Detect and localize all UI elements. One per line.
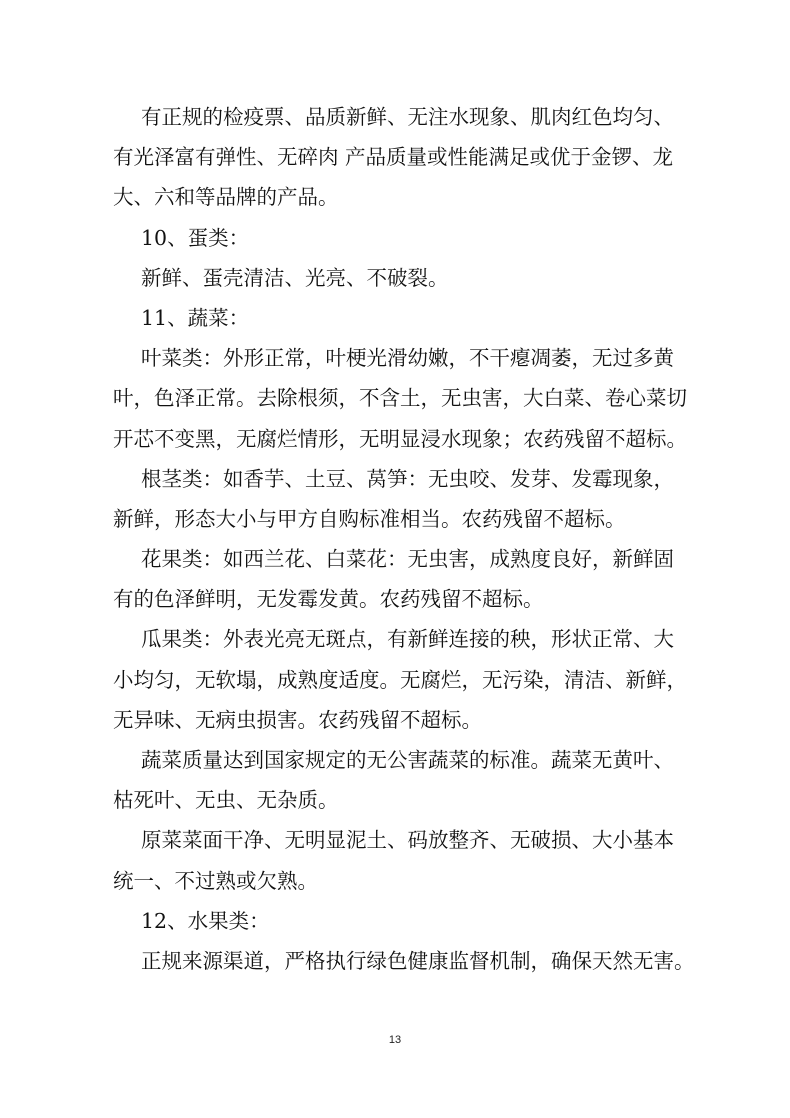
paragraph-fruit [113,941,693,981]
page-number: 13 [388,1034,402,1046]
paragraph-vegetable-standard [113,740,693,820]
paragraph-eggs [113,258,693,298]
paragraph-flower-vegetables [113,539,693,619]
text-line: 大、六和等品牌的产品。 [113,185,339,210]
section-heading: 12、水果类： [141,908,270,933]
text-line: 有的色泽鲜明，无发霉发黄。农药残留不超标。 [113,587,544,612]
text-line: 有正规的检疫票、品质新鲜、无注水现象、肌肉红色均匀、 [141,105,674,129]
text-line: 新鲜，形态大小与甲方自购标准相当。农药残留不超标。 [113,506,626,531]
text-line: 原菜菜面干净、无明显泥土、码放整齐、无破损、大小基本 [141,828,674,853]
section-heading: 11、蔬菜： [141,305,250,330]
text-line: 花果类：如西兰花、白菜花：无虫害，成熟度良好，新鲜固 [141,547,674,572]
paragraph-gourd-vegetables [113,619,693,740]
text-line: 蔬菜质量达到国家规定的无公害蔬菜的标准。蔬菜无黄叶、 [141,748,674,772]
paragraph-raw-vegetable-surface [113,820,693,900]
heading-vegetables [113,298,693,338]
text-line: 开芯不变黑，无腐烂情形，无明显浸水现象；农药残留不超标。 [113,426,687,451]
paragraph-meat-quality [113,97,693,218]
text-line: 小均匀，无软塌，成熟度适度。无腐烂，无污染，清洁、新鲜， [113,667,687,692]
paragraph-root-vegetables [113,459,693,539]
paragraph-leafy-vegetables [113,338,693,459]
text-line: 新鲜、蛋壳清洁、光亮、不破裂。 [141,265,449,290]
text-line: 无异味、无病虫损害。农药残留不超标。 [113,707,482,732]
heading-fruit [113,901,693,941]
text-line: 有光泽富有弹性、无碎肉 产品质量或性能满足或优于金锣、龙 [113,145,674,170]
heading-eggs [113,218,693,258]
text-line: 叶菜类：外形正常，叶梗光滑幼嫩，不干瘪凋萎，无过多黄 [141,346,674,371]
body-text [113,97,693,981]
section-heading: 10、蛋类： [141,225,250,250]
text-line: 正规来源渠道，严格执行绿色健康监督机制，确保天然无害。 [141,948,695,973]
text-line: 瓜果类：外表光亮无斑点，有新鲜连接的秧，形状正常、大 [141,627,674,652]
text-line: 叶，色泽正常。去除根须，不含土，无虫害，大白菜、卷心菜切 [113,386,687,411]
text-line: 根茎类：如香芋、土豆、莴笋：无虫咬、发芽、发霉现象， [141,466,674,491]
text-line: 统一、不过熟或欠熟。 [113,868,318,893]
text-line: 枯死叶、无虫、无杂质。 [113,788,339,813]
